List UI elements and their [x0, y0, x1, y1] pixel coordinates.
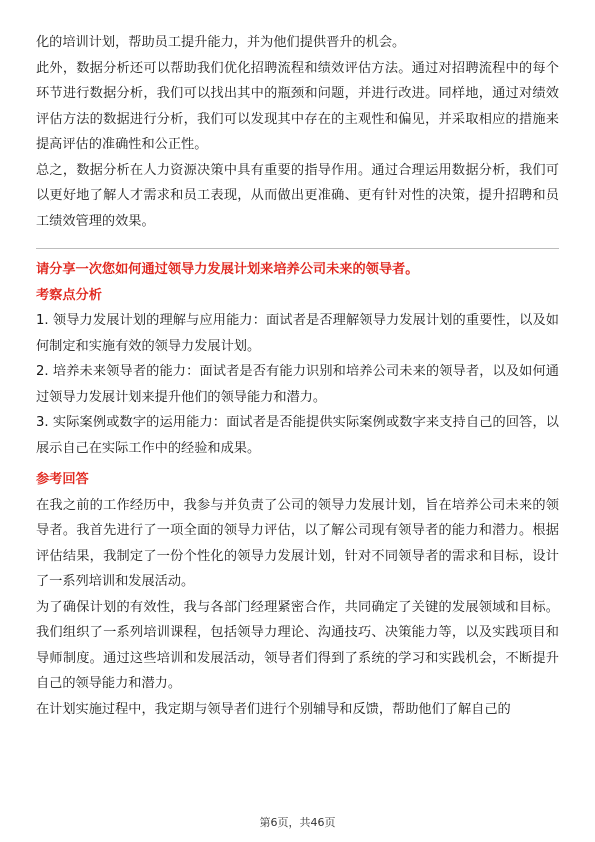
analysis-item: 2. 培养未来领导者的能力：面试者是否有能力识别和培养公司未来的领导者，以及如何通过领导力发展计划来提升他们的领导能力和潜力。 [36, 364, 559, 405]
section-divider [36, 248, 559, 249]
analysis-heading: 考察点分析 [36, 287, 102, 303]
page-content [36, 30, 559, 722]
analysis-item: 3. 实际案例或数字的运用能力：面试者是否能提供实际案例或数字来支持自己的回答，以展示自己在实际工作中的经验和成果。 [36, 415, 559, 456]
interview-question: 请分享一次您如何通过领导力发展计划来培养公司未来的领导者。 [36, 262, 419, 277]
answer-heading: 参考回答 [36, 472, 89, 487]
answer-paragraph: 在计划实施过程中，我定期与领导者们进行个别辅导和反馈，帮助他们了解自己的 [36, 701, 511, 717]
intro-paragraph: 此外，数据分析还可以帮助我们优化招聘流程和绩效评估方法。通过对招聘流程中的每个环节进行数据分析，我们可以找出其中的瓶颈和问题，并进行改进。同样地，通过对绩效评估方法的数据进行分析，我们可以发现其中存在的主观性和偏见，并采取相应的措施来提高评估的准确性和公正性。 [36, 60, 559, 152]
intro-paragraph: 化的培训计划，帮助员工提升能力，并为他们提供晋升的机会。 [36, 35, 406, 50]
answer-paragraph: 在我之前的工作经历中，我参与并负责了公司的领导力发展计划，旨在培养公司未来的领导者。我首先进行了一项全面的领导力评估，以了解公司现有领导者的能力和潜力。根据评估结果，我制定了一份个性化的领导力发展计划，针对不同领导者的需求和目标，设计了一系列培训和发展活动。 [36, 497, 559, 589]
answer-paragraph: 为了确保计划的有效性，我与各部门经理紧密合作，共同确定了关键的发展领域和目标。我们组织了一系列培训课程，包括领导力理论、沟通技巧、决策能力等，以及实践项目和导师制度。通过这些培训和发展活动，领导者们得到了系统的学习和实践机会，不断提升自己的领导能力和潜力。 [36, 599, 559, 691]
intro-paragraph: 总之，数据分析在人力资源决策中具有重要的指导作用。通过合理运用数据分析，我们可以更好地了解人才需求和员工表现，从而做出更准确、更有针对性的决策，提升招聘和员工绩效管理的效果。 [36, 162, 559, 229]
page-number: 第6页，共46页 [259, 816, 336, 829]
analysis-item: 1. 领导力发展计划的理解与应用能力：面试者是否理解领导力发展计划的重要性，以及如何制定和实施有效的领导力发展计划。 [36, 313, 559, 354]
